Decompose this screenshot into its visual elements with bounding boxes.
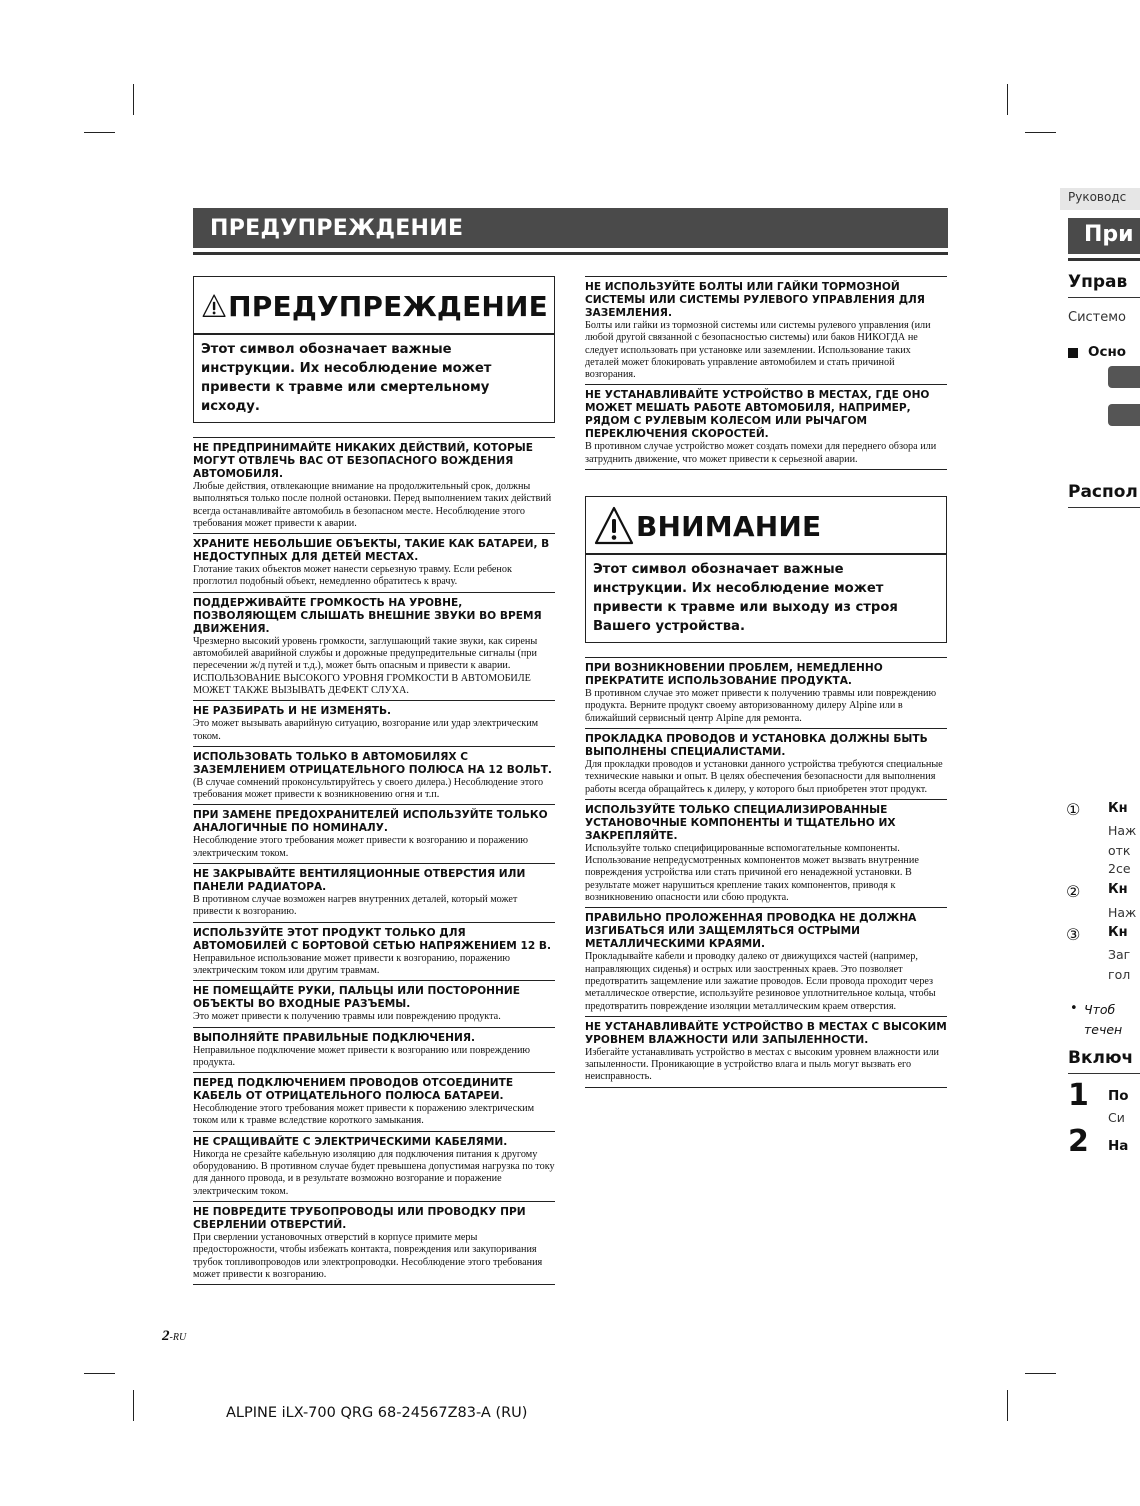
next-bullet-square-icon <box>1068 348 1078 358</box>
section-title: ВЫПОЛНЯЙТЕ ПРАВИЛЬНЫЕ ПОДКЛЮЧЕНИЯ. <box>193 1031 476 1044</box>
next-step-1-text: Си <box>1108 1110 1125 1125</box>
warning-text: Этот символ обозначает важные инструкции. Их несоблюдение может привести к травме или смертельному исходу. <box>201 342 492 414</box>
left-column <box>193 276 555 1285</box>
section-body: Избегайте устанавливать устройство в местах с высоким уровнем влажности или запыленности. Проникающие в устройство влага и пыль могут вызвать его неисправность. <box>585 1046 940 1083</box>
section-body: В противном случае это может привести к получению травмы или повреждению продукта. Верните продукт своему авторизованному дилеру Alpine или в ближайший сервисный центр Alpine для ремонта. <box>585 688 937 724</box>
next-rule-3 <box>1068 1073 1140 1074</box>
section-title: НЕ ПРЕДПРИНИМАЙТЕ НИКАКИХ ДЕЙСТВИЙ, КОТОРЫЕ МОГУТ ОТВЛЕЧЬ ВАС ОТ БЕЗОПАСНОГО ВОЖДЕНИЯ АВТОМОБИЛЯ. <box>193 442 533 480</box>
next-note-line: Чтоб <box>1084 1002 1116 1017</box>
crop-mark <box>1025 132 1056 133</box>
caution-text: Этот символ обозначает важные инструкции. Их несоблюдение может привести к травме или выходу из строя Вашего устройства. <box>593 562 898 635</box>
warning-section <box>585 657 947 729</box>
crop-mark <box>84 1373 115 1374</box>
crop-mark <box>1007 1390 1008 1421</box>
crop-mark <box>133 84 134 115</box>
warning-section <box>585 729 947 800</box>
next-step-1-label: По <box>1108 1088 1129 1104</box>
section-body: Это может привести к получению травмы или повреждению продукта. <box>193 1011 501 1023</box>
warning-section <box>585 276 947 385</box>
next-item-2-num: ② <box>1066 882 1081 901</box>
section-body: В противном случае устройство может создать помехи для переднего обзора или затруднить движение, что может привести к серьезной аварии. <box>585 441 937 465</box>
section-body: Это может вызывать аварийную ситуацию, возгорание или удар электрическим током. <box>193 718 539 742</box>
section-title: НЕ УСТАНАВЛИВАЙТЕ УСТРОЙСТВО В МЕСТАХ С ВЫСОКИМ УРОВНЕМ ВЛАЖНОСТИ ИЛИ ЗАПЫЛЕННОСТИ. <box>585 1020 947 1046</box>
warning-section <box>193 1132 555 1202</box>
next-item-2-line: Наж <box>1108 905 1137 920</box>
next-tab-label: Руководс <box>1068 190 1127 204</box>
next-rule-2 <box>1068 507 1140 508</box>
warning-triangle-icon <box>202 285 226 327</box>
warning-section <box>585 800 947 908</box>
section-title: ПРИ ЗАМЕНЕ ПРЕДОХРАНИТЕЛЕЙ ИСПОЛЬЗУЙТЕ ТОЛЬКО АНАЛОГИЧНЫЕ ПО НОМИНАЛУ. <box>193 809 548 835</box>
warning-section <box>193 701 555 747</box>
warning-section <box>585 1017 947 1088</box>
next-heading-2: Распол <box>1068 482 1138 502</box>
next-note-line: течен <box>1084 1022 1123 1037</box>
crop-mark <box>84 132 115 133</box>
next-text-1: Системо <box>1068 310 1127 325</box>
footer-text: ALPINE iLX-700 QRG 68-24567Z83-A (RU) <box>226 1405 528 1421</box>
crop-mark <box>1007 84 1008 115</box>
section-title: НЕ ПОМЕЩАЙТЕ РУКИ, ПАЛЬЦЫ ИЛИ ПОСТОРОННИЕ ОБЪЕКТЫ ВО ВХОДНЫЕ РАЗЪЕМЫ. <box>193 985 521 1011</box>
crop-mark <box>133 1390 134 1421</box>
section-body: Любые действия, отвлекающие внимание на продолжительный срок, должны выполняться только после полной остановки. Перед выполнением таких действий всегда останавливайте автомобиль в безопасном месте. Несоблюдение этого требования может привести к аварии. <box>193 481 552 529</box>
section-title: ПРАВИЛЬНО ПРОЛОЖЕННАЯ ПРОВОДКА НЕ ДОЛЖНА ИЗГИБАТЬСЯ ИЛИ ЗАЩЕМЛЯТЬСЯ ОСТРЫМИ МЕТАЛЛИЧЕСКИМИ КРАЯМИ. <box>585 912 917 951</box>
section-body: Чрезмерно высокий уровень громкости, заглушающий такие звуки, как сирены автомобилей аварийной службы и дорожные предупредительные сигналы (при пересечении ж/д путей и т.д.), может быть опасным и привести к аварии. ИСПОЛЬЗОВАНИЕ ВЫСОКОГО УРОВНЯ ГРОМКОСТИ В АВТОМОБИЛЕ МОЖЕТ ТАКЖЕ ВЫЗЫВАТЬ ДЕФЕКТ СЛУХА. <box>193 635 538 696</box>
caution-box-head <box>586 497 946 555</box>
warning-section <box>193 1202 555 1285</box>
next-title-rule <box>1068 258 1140 261</box>
section-body: Неправильное использование может привести к возгоранию, поражению электрическим током или другим травмам. <box>193 952 510 976</box>
section-title: ИСПОЛЬЗОВАТЬ ТОЛЬКО В АВТОМОБИЛЯХ С ЗАЗЕМЛЕНИЕМ ОТРИЦАТЕЛЬНОГО ПОЛЮСА НА 12 ВОЛЬТ. <box>193 750 552 776</box>
next-item-3-num: ③ <box>1066 925 1081 944</box>
right-column <box>585 276 947 1088</box>
warning-box-head <box>194 277 554 335</box>
next-heading-3: Включ <box>1068 1048 1134 1068</box>
crop-mark <box>1025 1373 1056 1374</box>
next-page-fragment <box>1060 180 1140 1180</box>
warning-section <box>193 923 555 982</box>
section-title: НЕ УСТАНАВЛИВАЙТЕ УСТРОЙСТВО В МЕСТАХ, ГДЕ ОНО МОЖЕТ МЕШАТЬ РАБОТЕ АВТОМОБИЛЯ, НАПРИМЕР, РЯДОМ С РУЛЕВЫМ КОЛЕСОМ ИЛИ РЫЧАГОМ ПЕРЕКЛЮЧЕНИЯ СКОРОСТЕЙ. <box>585 389 930 441</box>
next-grey-block <box>1108 404 1140 426</box>
section-body: При сверлении установочных отверстий в корпусе примите меры предосторожности, чтобы избежать контакта, повреждения или закупоривания трубок топливопроводов или электропроводки. Несоблюдение этого требования может привести к возгоранию. <box>193 1231 543 1280</box>
next-heading-1: Управ <box>1068 272 1128 292</box>
warning-section <box>193 437 555 534</box>
page-number-suffix: -RU <box>169 1332 187 1343</box>
next-item-3-label: Кн <box>1108 925 1128 940</box>
section-title: НЕ ИСПОЛЬЗУЙТЕ БОЛТЫ ИЛИ ГАЙКИ ТОРМОЗНОЙ СИСТЕМЫ ИЛИ СИСТЕМЫ РУЛЕВОГО УПРАВЛЕНИЯ ДЛЯ ЗАЗЕМЛЕНИЯ. <box>585 281 925 319</box>
section-title: ПОДДЕРЖИВАЙТЕ ГРОМКОСТЬ НА УРОВНЕ, ПОЗВОЛЯЮЩЕМ СЛЫШАТЬ ВНЕШНИЕ ЗВУКИ ВО ВРЕМЯ ДВИЖЕНИЯ. <box>193 596 542 635</box>
right-sections-bottom <box>585 657 947 1088</box>
next-title: При <box>1084 222 1134 247</box>
warning-box <box>193 276 555 423</box>
next-item-1-line: Наж <box>1108 823 1137 838</box>
warning-section <box>193 805 555 864</box>
next-item-1-num: ① <box>1066 800 1081 819</box>
section-title: ПРИ ВОЗНИКНОВЕНИИ ПРОБЛЕМ, НЕМЕДЛЕННО ПРЕКРАТИТЕ ИСПОЛЬЗОВАНИЕ ПРОДУКТА. <box>585 662 883 688</box>
page-number <box>162 1328 186 1345</box>
next-step-2-label: На <box>1108 1138 1129 1154</box>
next-item-1-line: отк <box>1108 843 1131 858</box>
next-step-1-num: 1 <box>1068 1078 1089 1113</box>
warning-section <box>193 1073 555 1132</box>
warning-section <box>585 908 947 1016</box>
section-title: НЕ СРАЩИВАЙТЕ С ЭЛЕКТРИЧЕСКИМИ КАБЕЛЯМИ. <box>193 1135 508 1148</box>
section-body: Несоблюдение этого требования может привести к возгоранию и поражению электрическим током. <box>193 835 529 859</box>
next-step-2-num: 2 <box>1068 1124 1089 1159</box>
section-body: Болты или гайки из тормозной системы или системы рулевого управления (или любой другой связанной с безопасностью системы) или баков НИКОГДА не следует использовать при установке или заземлении. Использование таких деталей может блокировать управление автомобилем и стать причиной возгорания. <box>585 320 931 381</box>
header-rule <box>193 252 948 255</box>
section-title: НЕ РАЗБИРАТЬ И НЕ ИЗМЕНЯТЬ. <box>193 705 392 718</box>
next-item-3-line: Заг <box>1108 947 1131 962</box>
section-body: Никогда не срезайте кабельную изоляцию для подключения питания к другому оборудованию. В противном случае будет превышена допустимая нагрузка по току для данного провода, и в результате возможно возгорание и поражение электрическим током. <box>193 1148 555 1197</box>
section-body: Используйте только специфицированные вспомогательные компоненты. Использование непредусмотренных компонентов может вызвать внутренние повреждения устройства или стать причиной его ненадежной установки. В результате может нарушиться крепление таких компонентов, приводя к возникновению опасности или сбою продукта. <box>585 842 919 904</box>
warning-section <box>585 385 947 470</box>
warning-heading: ПРЕДУПРЕЖДЕНИЕ <box>228 289 548 323</box>
section-title: НЕ ПОВРЕДИТЕ ТРУБОПРОВОДЫ ИЛИ ПРОВОДКУ ПРИ СВЕРЛЕНИИ ОТВЕРСТИЙ. <box>193 1205 526 1231</box>
warning-section <box>193 864 555 923</box>
warning-section <box>193 534 555 593</box>
section-body: Несоблюдение этого требования может привести к поражению электрическим током или к травме вследствие короткого замыкания. <box>193 1103 535 1127</box>
next-item-2-label: Кн <box>1108 882 1128 897</box>
section-body: В противном случае возможен нагрев внутренних деталей, который может привести к возгоранию. <box>193 894 518 918</box>
warning-section <box>193 981 555 1027</box>
caution-triangle-icon <box>594 505 634 547</box>
section-body: Глотание таких объектов может нанести серьезную травму. Если ребенок проглотил подобный объект, немедленно обратитесь к врачу. <box>193 564 512 588</box>
next-item-3-line: гол <box>1108 967 1131 982</box>
section-title: ИСПОЛЬЗУЙТЕ ТОЛЬКО СПЕЦИАЛИЗИРОВАННЫЕ УСТАНОВОЧНЫЕ КОМПОНЕНТЫ И ТЩАТЕЛЬНО ИХ ЗАКРЕПЛЯЙТЕ. <box>585 803 896 842</box>
section-body: Неправильное подключение может привести к возгоранию или повреждению продукта. <box>193 1044 531 1068</box>
section-body: Прокладывайте кабели и проводку далеко от движущихся частей (например, направляющих сиденья) и острых или заостренных краев. Это позволяет предотвратить защемление или зажатие проводов. Если провода проходит через металлическое отверстие, используйте резиновое уплотнительное кольца, чтобы предотвратить повреждение изоляции металлическим краем отверстия. <box>585 951 936 1012</box>
warning-section <box>193 1028 555 1074</box>
next-item-1-label: Кн <box>1108 801 1128 816</box>
warning-section <box>193 747 555 806</box>
page-title: ПРЕДУПРЕЖДЕНИЕ <box>210 216 464 241</box>
section-body: Для прокладки проводов и установки данного устройства требуются специальные технические навыки и опыт. В целях обеспечения безопасности для выполнения работы всегда обращайтесь к дилеру, у которого был приобретен этот продукт. <box>585 758 943 795</box>
section-body: (В случае сомнений проконсультируйтесь у своего дилера.) Несоблюдение этого требования может привести к возникновению огня и т.п. <box>193 776 544 801</box>
next-note-bullet: • <box>1070 1001 1078 1016</box>
next-bullet-label: Осно <box>1088 344 1127 360</box>
right-sections-top <box>585 276 947 470</box>
section-title: ИСПОЛЬЗУЙТЕ ЭТОТ ПРОДУКТ ТОЛЬКО ДЛЯ АВТОМОБИЛЕЙ С БОРТОВОЙ СЕТЬЮ НАПРЯЖЕНИЕМ 12 В. <box>193 926 551 952</box>
section-title: ПРОКЛАДКА ПРОВОДОВ И УСТАНОВКА ДОЛЖНЫ БЫТЬ ВЫПОЛНЕНЫ СПЕЦИАЛИСТАМИ. <box>585 732 928 758</box>
next-grey-block <box>1108 366 1140 388</box>
caution-box <box>585 496 947 643</box>
section-title: ХРАНИТЕ НЕБОЛЬШИЕ ОБЪЕКТЫ, ТАКИЕ КАК БАТАРЕИ, В НЕДОСТУПНЫХ ДЛЯ ДЕТЕЙ МЕСТАХ. <box>193 538 550 564</box>
next-item-1-line: 2се <box>1108 861 1131 876</box>
page-number-value: 2 <box>162 1328 170 1344</box>
warning-section <box>193 593 555 701</box>
left-sections <box>193 437 555 1285</box>
section-title: ПЕРЕД ПОДКЛЮЧЕНИЕМ ПРОВОДОВ ОТСОЕДИНИТЕ КАБЕЛЬ ОТ ОТРИЦАТЕЛЬНОГО ПОЛЮСА БАТАРЕИ. <box>193 1077 514 1103</box>
section-title: НЕ ЗАКРЫВАЙТЕ ВЕНТИЛЯЦИОННЫЕ ОТВЕРСТИЯ ИЛИ ПАНЕЛИ РАДИАТОРА. <box>193 868 526 894</box>
caution-heading: ВНИМАНИЕ <box>636 509 822 543</box>
next-rule-1 <box>1068 297 1140 298</box>
